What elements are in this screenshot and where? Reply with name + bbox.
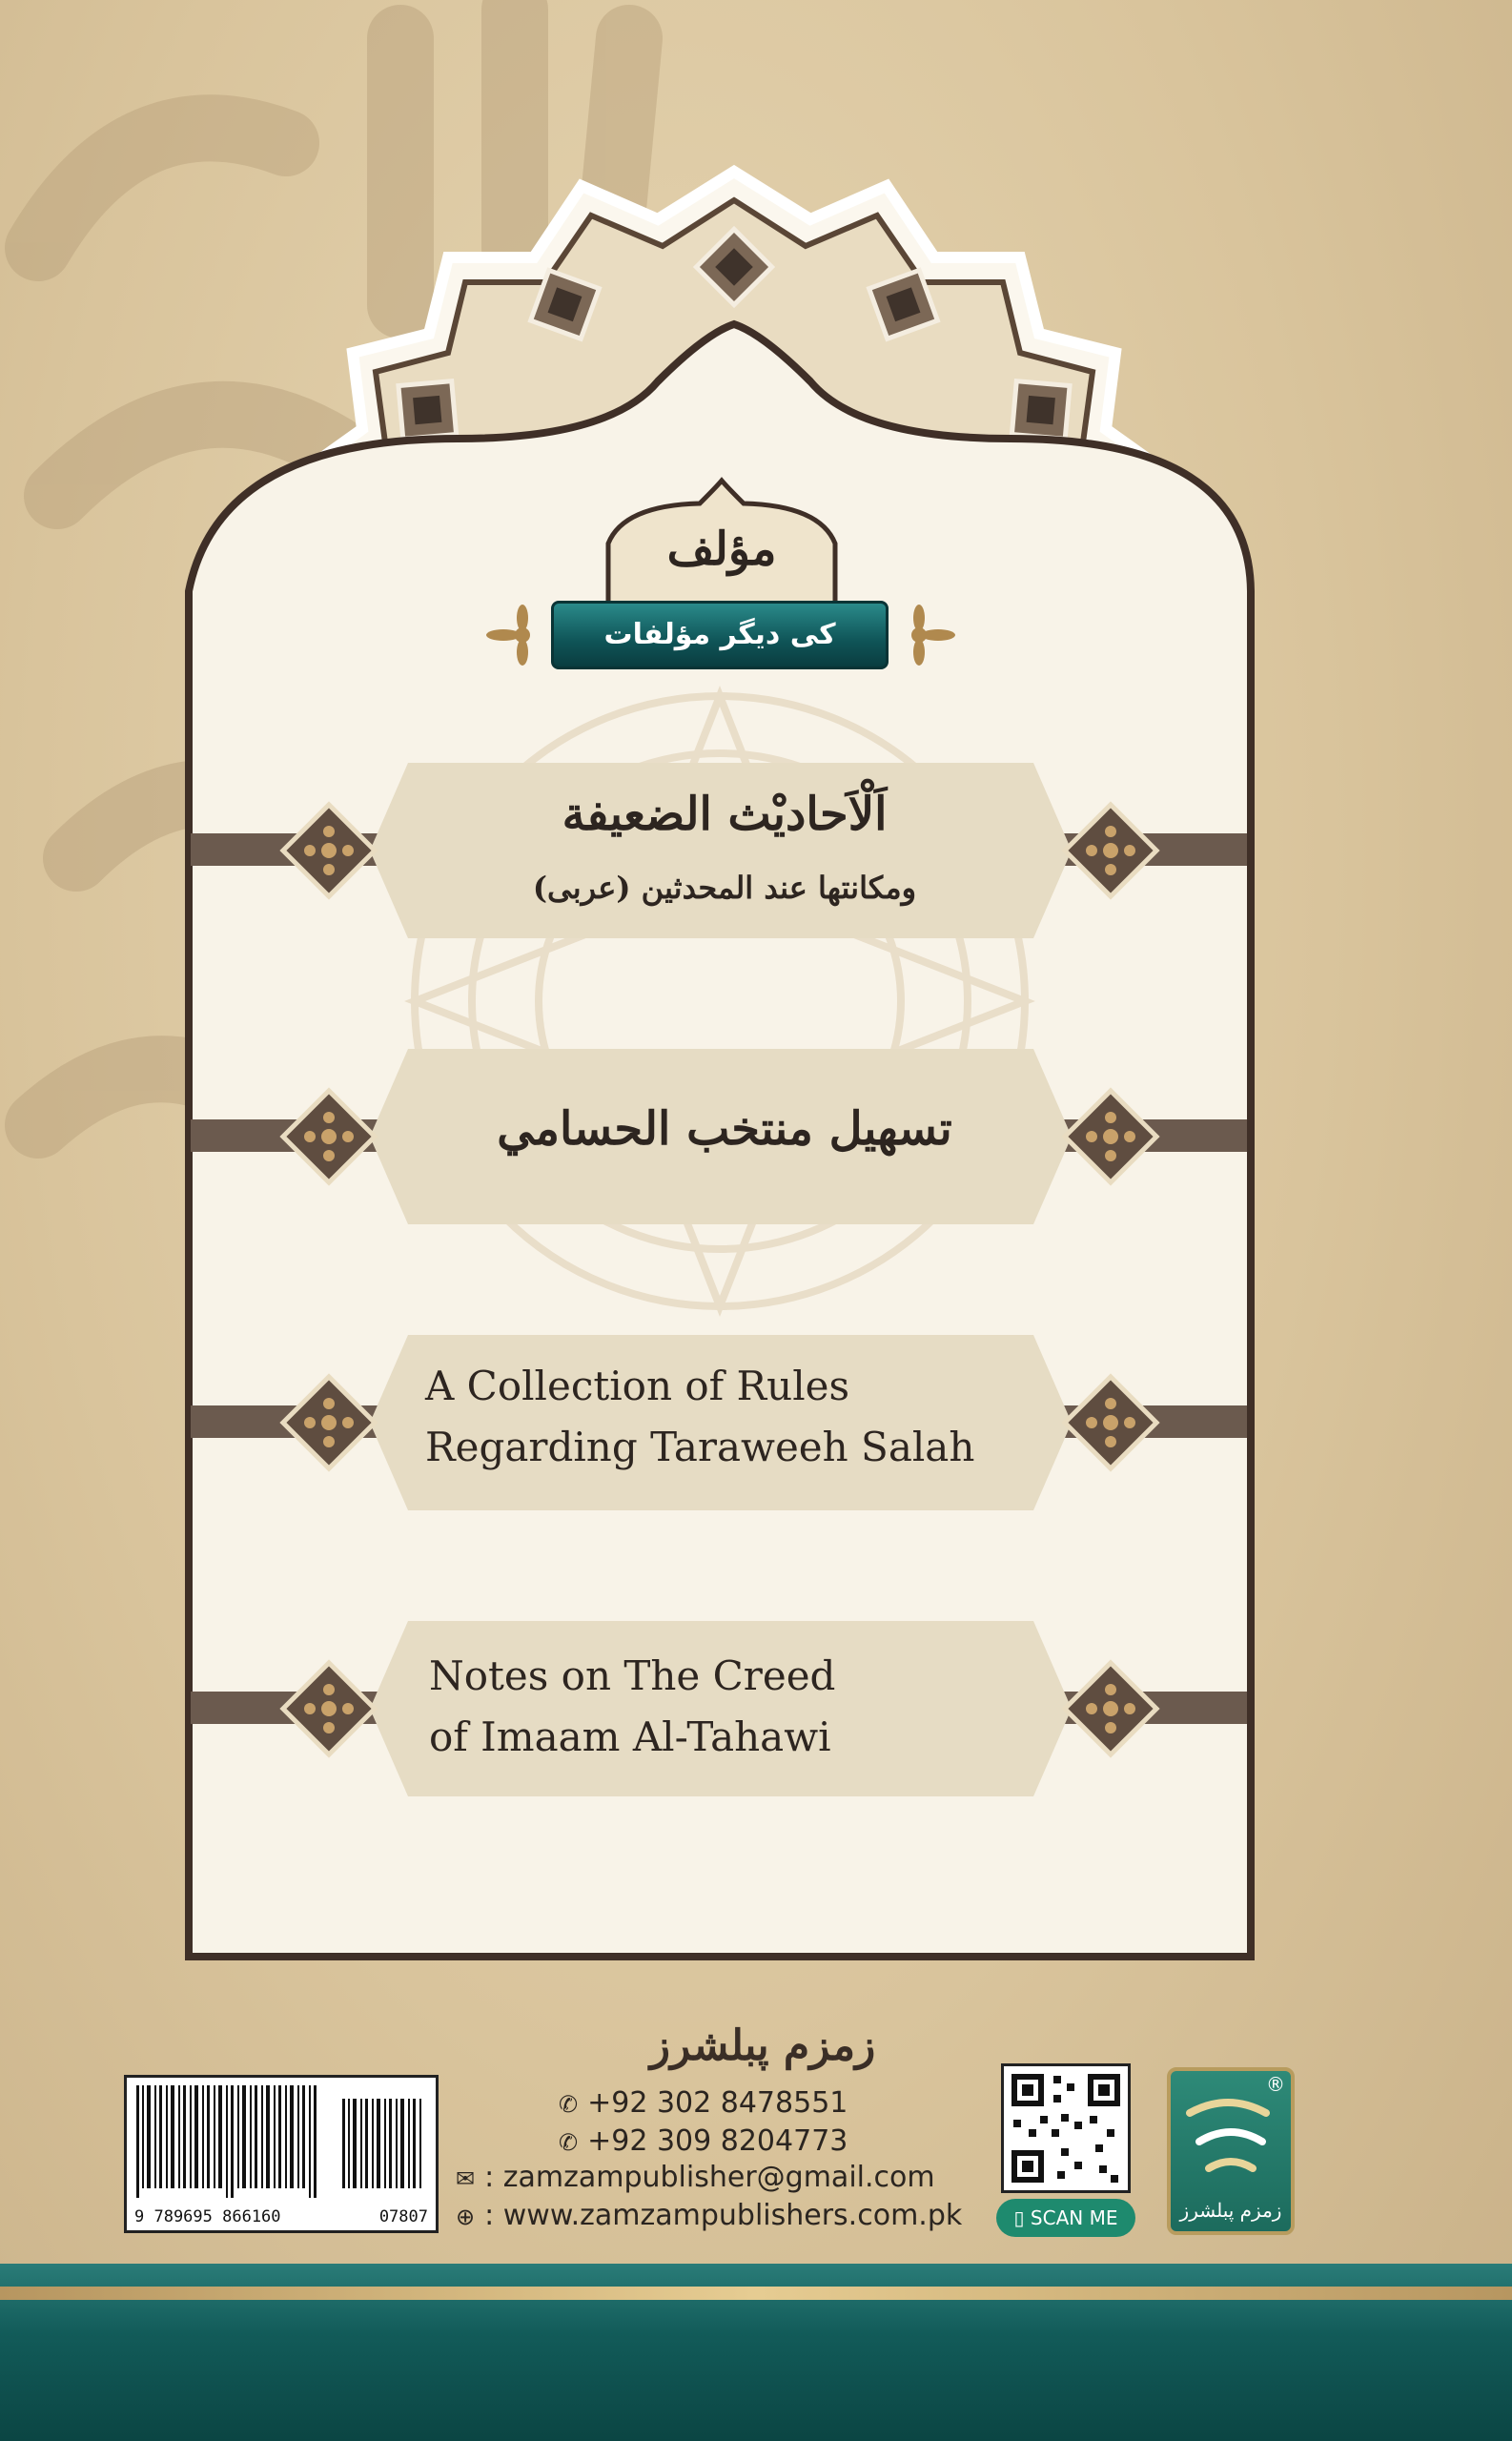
book-3-right-diamond-ornament [1053, 1365, 1168, 1480]
scan-me-label: SCAN ME [1030, 2206, 1118, 2229]
phone-1-text: +92 302 8478551 [587, 2086, 848, 2120]
book-4-left-diamond-ornament [272, 1651, 386, 1766]
globe-icon: ⊕ [456, 2204, 476, 2230]
book-2-right-diamond-ornament [1053, 1079, 1168, 1194]
book-4-title-line-2: of Imaam Al-Tahawi [429, 1713, 831, 1760]
header-title: مؤلف [666, 523, 777, 576]
scan-me-badge[interactable] [996, 2199, 1135, 2237]
book-1-subtitle: ومكانتها عند المحدثين (عربی) [532, 870, 917, 906]
qr-pattern [1004, 2066, 1128, 2190]
barcode-bars [129, 2085, 434, 2200]
publisher-name: زمزم پبلشرز [649, 2021, 876, 2070]
email-text[interactable]: : zamzampublisher@gmail.com [484, 2161, 935, 2194]
book-3-left-diamond-ornament [272, 1365, 386, 1480]
book-2-left-diamond-ornament [272, 1079, 386, 1194]
envelope-icon: ✉ [456, 2165, 476, 2192]
book-4-title [429, 1646, 1020, 1768]
book-1-left-diamond-ornament [272, 793, 386, 908]
barcode-digits [134, 2207, 428, 2226]
book-3-title-line-1: A Collection of Rules [425, 1363, 850, 1409]
footer-gold-stripe [0, 2287, 1512, 2300]
left-flourish-ornament [484, 597, 561, 673]
book-2-title: تسهيل منتخب الحسامي [497, 1102, 952, 1156]
header-ribbon: کی دیگر مؤلفات [551, 601, 889, 669]
logo-text: زمزم پبلشرز [1179, 2199, 1282, 2222]
addon-number: 07807 [378, 2207, 428, 2226]
email[interactable] [456, 2161, 935, 2194]
phone-2 [559, 2124, 848, 2158]
book-3-title [425, 1356, 1016, 1478]
registered-mark: ® [1266, 2073, 1285, 2096]
whatsapp-phone-icon: ✆ [559, 2091, 579, 2118]
book-1-title: اَلْاَحاديْث الضعيفة [562, 788, 888, 841]
qr-code[interactable] [1001, 2063, 1131, 2193]
logo-emblem-icon [1171, 2084, 1291, 2189]
phone-2-text: +92 309 8204773 [587, 2124, 848, 2158]
isbn-barcode [124, 2075, 439, 2233]
website-text[interactable]: : www.zamzampublishers.com.pk [484, 2199, 963, 2232]
whatsapp-phone-icon: ✆ [559, 2129, 579, 2156]
book-4-title-line-1: Notes on The Creed [429, 1652, 836, 1699]
book-4-right-diamond-ornament [1053, 1651, 1168, 1766]
isbn-number: 9 789695 866160 [134, 2207, 281, 2226]
right-flourish-ornament [881, 597, 957, 673]
website[interactable] [456, 2199, 962, 2232]
book-3-title-line-2: Regarding Taraweeh Salah [425, 1424, 975, 1470]
phone-1 [559, 2086, 848, 2120]
book-1-right-diamond-ornament [1053, 793, 1168, 908]
phone-icon: ▯ [1013, 2206, 1025, 2229]
publisher-logo [1167, 2067, 1295, 2235]
